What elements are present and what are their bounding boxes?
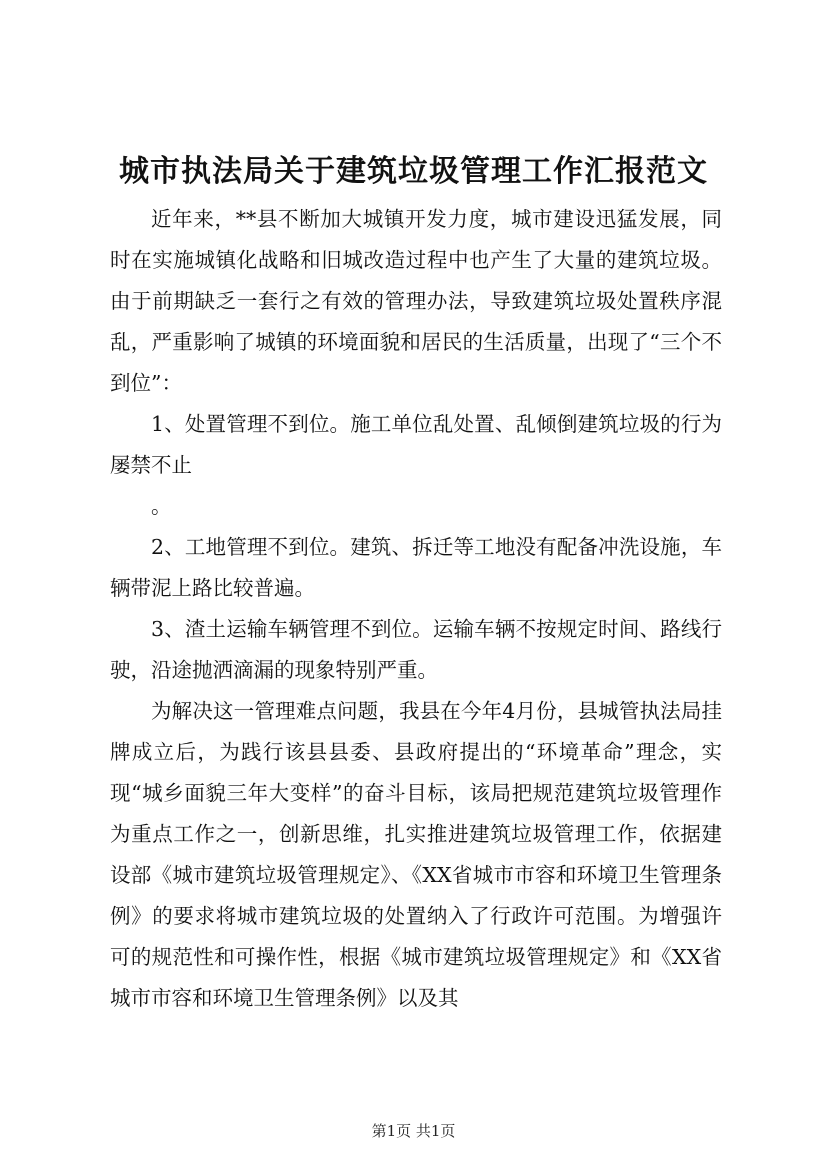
document-body — [110, 199, 722, 1019]
stray-period: 。 — [151, 494, 172, 518]
paragraph-solution: 为解决这一管理难点问题，我县在今年4月份，县城管执法局挂牌成立后，为践行该县县委、县政府提出的“环境革命”理念，实现“城乡面貌三年大变样”的奋斗目标，该局把规范建筑垃圾管理作为重点工作之一，创新思维，扎实推进建筑垃圾管理工作，依据建设部《城市建筑垃圾管理规定》、《XX省城市市容和环境卫生管理条例》的要求将城市建筑垃圾的处置纳入了行政许可范围。为增强许可的规范性和可操作性，根据《城市建筑垃圾管理规定》和《XX省城市市容和环境卫生管理条例》以及其 — [110, 699, 722, 1010]
page-number-footer: 第1页 共1页 — [371, 1122, 456, 1140]
document-title: 城市执法局关于建筑垃圾管理工作汇报范文 — [119, 154, 708, 189]
paragraph-item-3: 3、渣土运输车辆管理不到位。运输车辆不按规定时间、路线行驶，沿途抛洒滴漏的现象特别严重。 — [110, 617, 722, 682]
paragraph-item-1: 1、处置管理不到位。施工单位乱处置、乱倾倒建筑垃圾的行为屡禁不止 — [110, 412, 722, 477]
paragraph-intro: 近年来，**县不断加大城镇开发力度，城市建设迅猛发展，同时在实施城镇化战略和旧城改造过程中也产生了大量的建筑垃圾。由于前期缺乏一套行之有效的管理办法，导致建筑垃圾处置秩序混乱，严重影响了城镇的环境面貌和居民的生活质量，出现了“三个不到位”： — [110, 207, 722, 395]
paragraph-item-2: 2、工地管理不到位。建筑、拆迁等工地没有配备冲洗设施，车辆带泥上路比较普遍。 — [110, 535, 722, 600]
